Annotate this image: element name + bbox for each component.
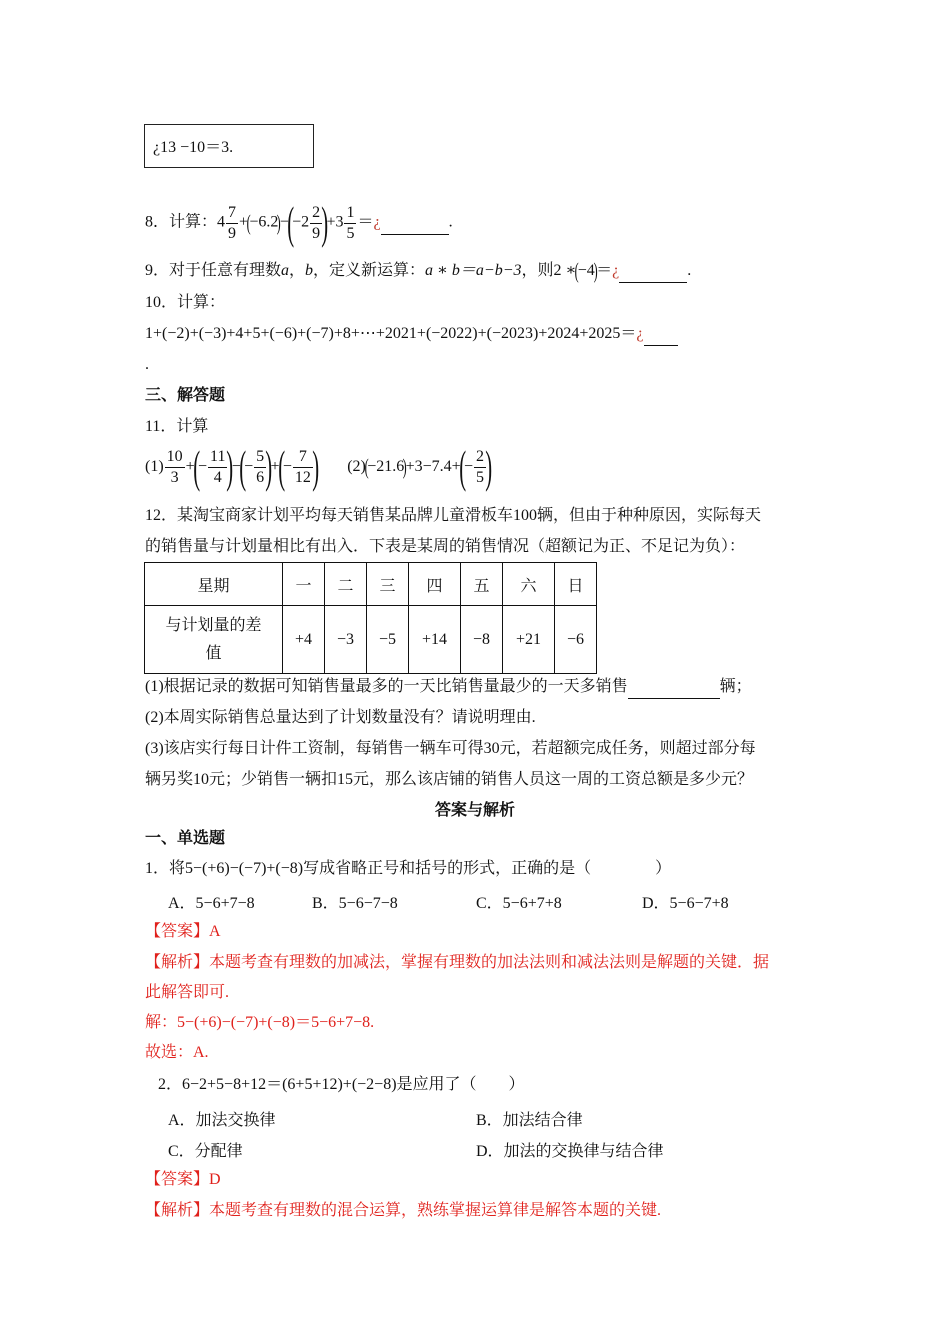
answer-blank[interactable]: [628, 676, 720, 699]
q8-inv: ¿: [373, 213, 381, 231]
paren: (: [239, 441, 246, 493]
q9-a: a: [281, 262, 290, 279]
q10-inv: ¿: [636, 325, 644, 342]
q8-p1: −6.2: [249, 213, 279, 231]
table-row: [145, 606, 597, 674]
q8-end: .: [448, 213, 453, 231]
table-cell: −6: [555, 606, 597, 674]
q11-neg: −: [282, 458, 292, 475]
boxed-answer: [144, 124, 314, 168]
paren: (: [192, 441, 200, 493]
row-label-line-1: 与计划量的差: [165, 616, 262, 634]
table-cell: +14: [409, 606, 461, 674]
q11-n3: 5: [254, 447, 266, 468]
table-cell: −8: [461, 606, 503, 674]
q11-n1: 10: [165, 447, 185, 468]
q8-whole: 4: [217, 213, 226, 231]
a1-analysis-line-2: 此解答即可.: [145, 984, 230, 1001]
paren: ): [485, 441, 493, 493]
table-header-cell: 一: [283, 563, 325, 606]
q8-prefix: 8．计算：: [145, 213, 218, 231]
question-10-label: 10．计算：: [145, 294, 226, 311]
a1-option-d: D．5−6−7+8: [642, 895, 729, 912]
a1-option-c: C．5−6+7+8: [476, 895, 562, 912]
q11-frac-5: [474, 447, 486, 488]
q9-expr: a ∗ b＝a−b−3: [425, 262, 522, 279]
q12-sub-3-line-1: (3)该店实行每日计件工资制，每销售一辆车可得30元，若超额完成任务，则超过部分每: [145, 740, 756, 757]
q9-end: .: [687, 262, 692, 279]
table-cell: +4: [283, 606, 325, 674]
table-header-cell: 星期: [145, 563, 283, 606]
q9-text: 9．对于任意有理数: [145, 262, 282, 279]
q9-comma: ，: [289, 262, 306, 279]
paren: ): [402, 454, 407, 480]
q8-den1: 9: [228, 224, 237, 242]
q11-frac-1: [165, 447, 185, 488]
q8-fraction-3: [344, 203, 356, 244]
paren: (: [458, 441, 466, 493]
q12-line-1: 12．某淘宝商家计划平均每天销售某品牌儿童滑板车100辆，但由于种种原因，实际每天: [145, 507, 762, 524]
q12-sub-2: (2)本周实际销售总量达到了计划数量没有？请说明理由.: [145, 709, 536, 726]
table-header-cell: 五: [461, 563, 503, 606]
table-header-cell: 二: [325, 563, 367, 606]
table-cell: −5: [367, 606, 409, 674]
q11-n4: 7: [293, 447, 313, 468]
q9-eq: ＝: [596, 262, 613, 279]
q8-den3: 5: [346, 224, 355, 242]
paren: ): [312, 441, 320, 493]
q11-neg: −: [463, 458, 473, 475]
q11-d2: 4: [213, 468, 222, 486]
q8-neg: −2: [292, 213, 310, 231]
a2-answer: 【答案】D: [145, 1171, 221, 1188]
paren: (: [575, 258, 580, 284]
q11-p2-den: 5: [476, 468, 484, 486]
q8-num2: 2: [310, 203, 322, 224]
q11-d3: 6: [256, 468, 265, 486]
q10-dot: .: [145, 356, 149, 373]
a1-analysis-line-1: 【解析】本题考查有理数的加减法，掌握有理数的加法法则和减法法则是解题的关键．据: [145, 954, 770, 971]
q8-eq: ＝: [357, 213, 374, 231]
a2-option-b: B．加法结合律: [476, 1112, 583, 1129]
row-label-line-2: 值: [205, 644, 222, 662]
q10-expr: 1+(−2)+(−3)+4+5+(−6)+(−7)+8+⋯+2021+(−2022)+(−2023)+2024+2025＝: [145, 325, 637, 342]
sales-table: [144, 562, 597, 674]
table-row: [145, 563, 597, 606]
answer-blank[interactable]: [644, 323, 678, 346]
q11-plus: +: [185, 458, 195, 475]
q11-part1-label: (1): [145, 458, 164, 475]
section-heading-1: 一、单选题: [145, 830, 226, 847]
paren: ): [593, 258, 598, 284]
question-11-expressions: [145, 441, 493, 493]
table-cell: +21: [503, 606, 555, 674]
answer-blank[interactable]: [619, 260, 687, 283]
q11-d4: 12: [294, 468, 311, 486]
a1-option-b: B．5−6−7−8: [312, 895, 398, 912]
q12-sub-1-text: (1)根据记录的数据可知销售量最多的一天比销售量最少的一天多销售: [145, 678, 628, 695]
a1-answer: 【答案】A: [145, 923, 221, 940]
boxed-answer-text: ¿13 −10＝3.: [153, 139, 234, 156]
answer-1-question: 1．将5−(+6)−(−7)+(−8)写成省略正号和括号的形式，正确的是（ ）: [145, 860, 672, 877]
q8-num3: 1: [344, 203, 356, 224]
q11-frac-4: [293, 447, 313, 488]
paren: ): [226, 441, 234, 493]
paren: ): [265, 441, 273, 493]
q8-fraction-1: [226, 203, 238, 244]
q8-plus2: +3: [326, 213, 344, 231]
a2-analysis: 【解析】本题考查有理数的混合运算，熟练掌握运算律是解答本题的关键.: [145, 1202, 662, 1219]
q12-sub-1: [145, 676, 752, 699]
a2-option-c: C．分配律: [168, 1143, 243, 1160]
table-header-cell: 三: [367, 563, 409, 606]
q11-part2-label: (2): [347, 458, 366, 475]
q9-b: b: [305, 262, 314, 279]
q11-neg: −: [244, 458, 254, 475]
table-cell: −3: [325, 606, 367, 674]
q11-p2-mid: +3−7.4+: [405, 458, 461, 475]
q11-p2-num: 2: [474, 447, 486, 468]
q9-rest: ，定义新运算：: [313, 262, 426, 279]
section-heading-3: 三、解答题: [145, 387, 226, 404]
q11-n2: 11: [208, 447, 227, 468]
q11-p2-a: −21.6: [367, 458, 405, 475]
table-header-cell: 日: [555, 563, 597, 606]
a1-solution: 解：5−(+6)−(−7)+(−8)＝5−6+7−8.: [145, 1014, 375, 1031]
paren: (: [286, 197, 294, 248]
q8-plus: +: [239, 213, 249, 231]
answers-title: 答案与解析: [434, 802, 515, 819]
q9-inv: ¿: [612, 262, 620, 279]
q11-d1: 3: [170, 468, 179, 486]
q11-frac-2: [208, 447, 227, 488]
q12-sub-1-unit: 辆；: [719, 678, 752, 695]
q8-num1: 7: [226, 203, 238, 224]
a1-choice: 故选：A.: [145, 1044, 209, 1061]
q8-minus: −: [279, 213, 289, 231]
paren: (: [364, 454, 369, 480]
q8-den2: 9: [312, 224, 321, 242]
answer-blank[interactable]: [381, 212, 449, 235]
a2-option-a: A．加法交换律: [168, 1112, 276, 1129]
a2-option-d: D．加法的交换律与结合律: [476, 1143, 664, 1160]
answer-2-question: 2．6−2+5−8+12＝(6+5+12)+(−2−8)是应用了（ ）: [158, 1076, 525, 1093]
table-header-cell: 六: [503, 563, 555, 606]
paren: (: [277, 441, 285, 493]
table-row-label: [145, 606, 283, 674]
q11-minus: −: [231, 458, 241, 475]
q9-then: ，则2 ∗: [521, 262, 577, 279]
question-11-label: 11．计算: [145, 418, 209, 435]
question-9: [145, 260, 691, 283]
paren: ): [277, 210, 282, 235]
q9-arg: −4: [577, 262, 595, 279]
q11-plus2: +: [270, 458, 280, 475]
table-header-cell: 四: [409, 563, 461, 606]
a1-option-a: A．5−6+7−8: [168, 895, 255, 912]
paren: (: [246, 210, 251, 235]
question-10-expr: [145, 323, 678, 346]
q12-line-2: 的销售量与计划量相比有出入．下表是某周的销售情况（超额记为正、不足记为负）：: [145, 538, 746, 555]
question-8: [145, 197, 453, 248]
paren: ): [321, 197, 329, 248]
q12-sub-3-line-2: 辆另奖10元；少销售一辆扣15元，那么该店铺的销售人员这一周的工资总额是多少元？: [145, 771, 754, 788]
q11-neg: −: [198, 458, 208, 475]
